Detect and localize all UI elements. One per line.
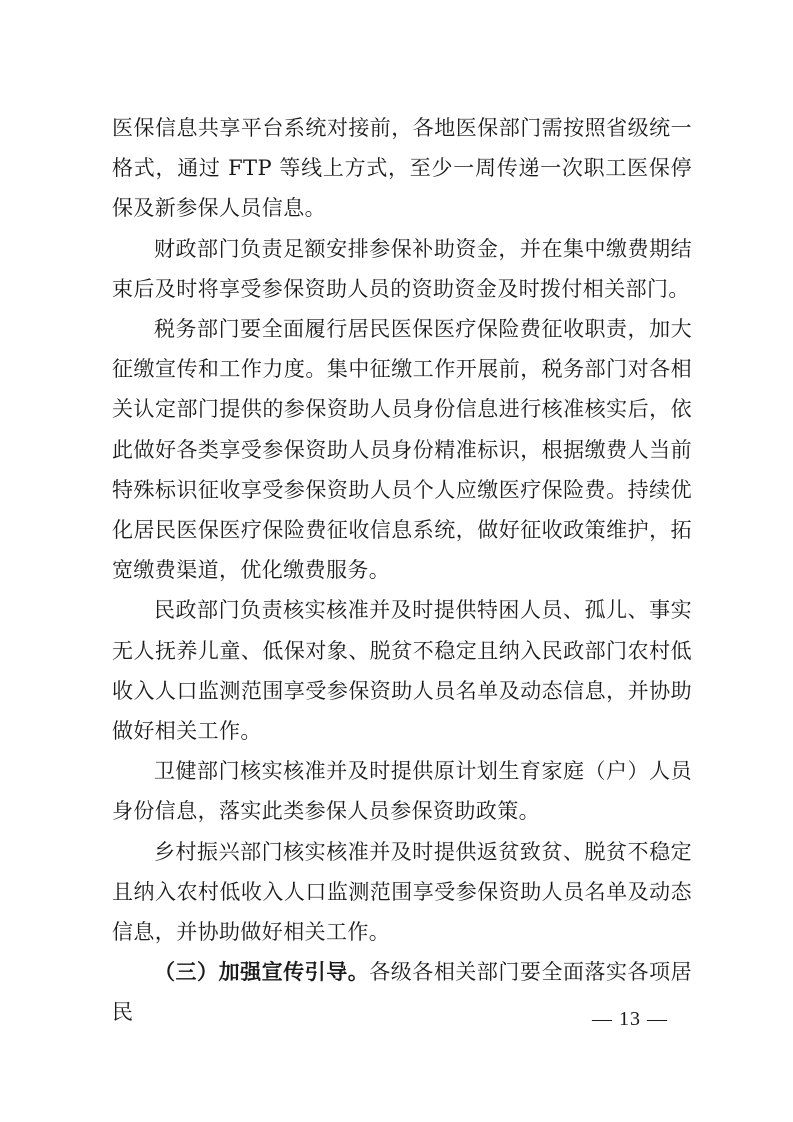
- section-heading: （三）加强宣传引导。: [154, 960, 370, 985]
- paragraph-5: 卫健部门核实核准并及时提供原计划生育家庭（户）人员身份信息，落实此类参保人员参保资助政策。: [112, 759, 692, 824]
- paragraph-1: 医保信息共享平台系统对接前，各地医保部门需按照省级统一格式，通过 FTP 等线上方式，至少一周传递一次职工医保停保及新参保人员信息。: [112, 116, 692, 221]
- page-number: — 13 —: [592, 1008, 668, 1030]
- paragraph-6: 乡村振兴部门核实核准并及时提供返贫致贫、脱贫不稳定且纳入农村低收入人口监测范围享受参保资助人员名单及动态信息，并协助做好相关工作。: [112, 839, 692, 945]
- section-text: 各级各相关部门要全面落实各项居民: [112, 960, 692, 1025]
- paragraph-2: 财政部门负责足额安排参保补助资金，并在集中缴费期结束后及时将享受参保资助人员的资助资金及时拨付相关部门。: [112, 236, 692, 301]
- paragraph-4: 民政部门负责核实核准并及时提供特困人员、孤儿、事实无人抚养儿童、低保对象、脱贫不稳定且纳入民政部门农村低收入人口监测范围享受参保资助人员名单及动态信息，并协助做好相关工作。: [112, 598, 692, 744]
- document-body: [112, 108, 692, 1033]
- paragraph-3: 税务部门要全面履行居民医保医疗保险费征收职责，加大征缴宣传和工作力度。集中征缴工作开展前，税务部门对各相关认定部门提供的参保资助人员身份信息进行核准核实后，依此做好各类享受参保资助人员身份精准标识，根据缴费人当前特殊标识征收享受参保资助人员个人应缴医疗保险费。持续优化居民医保医疗保险费征收信息系统，做好征收政策维护，拓宽缴费渠道，优化缴费服务。: [112, 317, 692, 583]
